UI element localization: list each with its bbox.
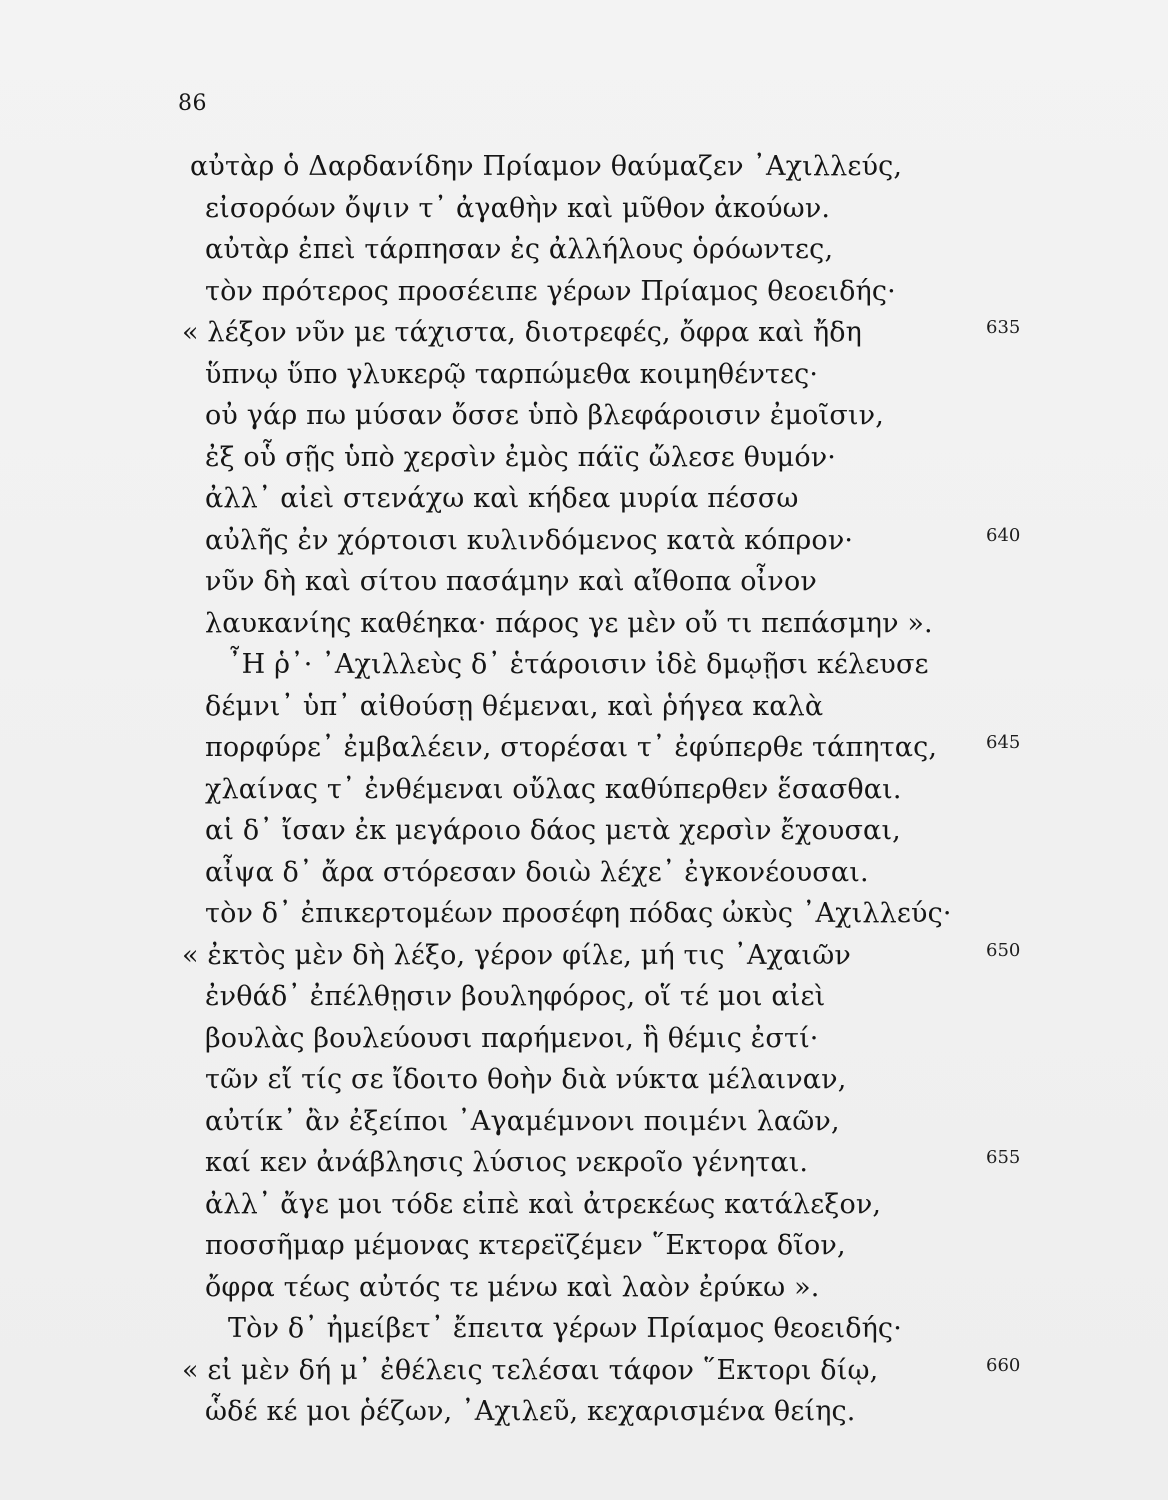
verse-line <box>0 643 1168 687</box>
verse-text-block <box>0 145 1168 1435</box>
verse-line <box>0 1224 1168 1268</box>
verse-line <box>0 228 1168 272</box>
verse-text: τὸν δ᾿ ἐπικερτομέων προσέφη πόδας ὠκὺς ᾿Αχιλλεύς· <box>205 898 952 929</box>
verse-text: « ἐκτὸς μὲν δὴ λέξο, γέρον φίλε, μή τις ᾿Αχαιῶν <box>182 939 851 971</box>
verse-line <box>0 851 1168 895</box>
line-number: 655 <box>986 1147 1021 1168</box>
verse-text: ἐνθάδ᾿ ἐπέλθῃσιν βουληφόρος, οἵ τέ μοι αἰεὶ <box>205 981 826 1012</box>
verse-line <box>0 187 1168 231</box>
verse-text: αὐτὰρ ἐπεὶ τάρπησαν ἐς ἀλλήλους ὁρόωντες, <box>205 234 834 265</box>
verse-line <box>0 1058 1168 1102</box>
verse-line <box>0 436 1168 480</box>
line-number: 635 <box>986 317 1021 338</box>
verse-line <box>0 311 1168 355</box>
verse-text: αὐλῆς ἐν χόρτοισι κυλινδόμενος κατὰ κόπρον· <box>205 524 854 556</box>
verse-line <box>0 270 1168 314</box>
verse-line <box>0 519 1168 563</box>
verse-line <box>0 1100 1168 1144</box>
verse-text: αἶψα δ᾿ ἄρα στόρεσαν δοιὼ λέχε᾿ ἐγκονέουσαι. <box>205 856 869 888</box>
verse-text: ποσσῆμαρ μέμονας κτερεϊζέμεν ῞Εκτορα δῖον, <box>205 1230 846 1261</box>
verse-text: ἐξ οὗ σῇς ὑπὸ χερσὶν ἐμὸς πάϊς ὤλεσε θυμόν· <box>205 441 837 473</box>
verse-line <box>0 394 1168 438</box>
verse-text: ἀλλ᾿ αἰεὶ στενάχω καὶ κήδεα μυρία πέσσω <box>205 483 799 514</box>
verse-line <box>0 1266 1168 1310</box>
verse-text: τῶν εἴ τίς σε ἴδοιτο θοὴν διὰ νύκτα μέλαιναν, <box>205 1064 847 1095</box>
verse-text: βουλὰς βουλεύουσι παρήμενοι, ἣ θέμις ἐστί· <box>205 1022 819 1054</box>
verse-text: λαυκανίης καθέηκα· πάρος γε μὲν οὔ τι πεπάσμην ». <box>205 607 933 639</box>
line-number: 640 <box>986 524 1021 546</box>
verse-text: αὐτὰρ ὁ Δαρδανίδην Πρίαμον θαύμαζεν ᾿Αχιλλεύς, <box>190 151 903 182</box>
verse-text: « εἰ μὲν δή μ᾿ ἐθέλεις τελέσαι τάφον ῞Εκτορι δίῳ, <box>182 1354 879 1386</box>
verse-text: ὄφρα τέως αὐτός τε μένω καὶ λαὸν ἐρύκω ». <box>205 1271 820 1303</box>
verse-text: ἀλλ᾿ ἄγε μοι τόδε εἰπὲ καὶ ἀτρεκέως κατάλεξον, <box>205 1188 882 1220</box>
verse-line <box>0 892 1168 936</box>
verse-text: χλαίνας τ᾿ ἐνθέμεναι οὔλας καθύπερθεν ἕσασθαι. <box>205 773 902 805</box>
verse-line <box>0 1183 1168 1227</box>
verse-line <box>0 1307 1168 1351</box>
verse-text: Τὸν δ᾿ ἠμείβετ᾿ ἔπειτα γέρων Πρίαμος θεοειδής· <box>228 1313 902 1344</box>
verse-line <box>0 145 1168 189</box>
page-number: 86 <box>178 91 207 116</box>
verse-text: οὐ γάρ πω μύσαν ὄσσε ὑπὸ βλεφάροισιν ἐμοῖσιν, <box>205 400 884 431</box>
verse-line <box>0 1390 1168 1434</box>
verse-text: νῦν δὴ καὶ σίτου πασάμην καὶ αἴθοπα οἶνον <box>205 566 817 597</box>
verse-line <box>0 353 1168 397</box>
verse-text: ῏Η ῥ᾿· ᾿Αχιλλεὺς δ᾿ ἑτάροισιν ἰδὲ δμῳῇσι κέλευσε <box>228 649 929 680</box>
verse-text: « λέξον νῦν με τάχιστα, διοτρεφές, ὄφρα καὶ ἤδη <box>182 317 863 348</box>
verse-text: τὸν πρότερος προσέειπε γέρων Πρίαμος θεοειδής· <box>205 275 896 307</box>
verse-text: αὐτίκ᾿ ἂν ἐξείποι ᾿Αγαμέμνονι ποιμένι λαῶν, <box>205 1105 840 1137</box>
line-number: 660 <box>986 1354 1021 1376</box>
verse-text: δέμνι᾿ ὑπ᾿ αἰθούσῃ θέμεναι, καὶ ῥήγεα καλὰ <box>205 690 824 722</box>
verse-text: καί κεν ἀνάβλησις λύσιος νεκροῖο γένηται. <box>205 1147 809 1178</box>
verse-line <box>0 768 1168 812</box>
verse-line <box>0 726 1168 770</box>
line-number: 645 <box>986 732 1021 753</box>
verse-line <box>0 477 1168 521</box>
verse-line <box>0 975 1168 1019</box>
verse-line <box>0 685 1168 729</box>
verse-text: ὕπνῳ ὕπο γλυκερῷ ταρπώμεθα κοιμηθέντες· <box>205 358 819 390</box>
verse-line <box>0 1017 1168 1061</box>
verse-line <box>0 1141 1168 1185</box>
verse-text: αἱ δ᾿ ἴσαν ἐκ μεγάροιο δάος μετὰ χερσὶν ἔχουσαι, <box>205 815 901 846</box>
verse-line <box>0 1349 1168 1393</box>
verse-text: ὧδέ κέ μοι ῥέζων, ᾿Αχιλεῦ, κεχαρισμένα θείης. <box>205 1396 856 1427</box>
verse-text: εἰσορόων ὄψιν τ᾿ ἀγαθὴν καὶ μῦθον ἀκούων. <box>205 192 831 224</box>
verse-line <box>0 560 1168 604</box>
verse-text: πορφύρε᾿ ἐμβαλέειν, στορέσαι τ᾿ ἐφύπερθε τάπητας, <box>205 732 938 763</box>
verse-line <box>0 934 1168 978</box>
verse-line <box>0 602 1168 646</box>
verse-line <box>0 809 1168 853</box>
line-number: 650 <box>986 939 1021 961</box>
